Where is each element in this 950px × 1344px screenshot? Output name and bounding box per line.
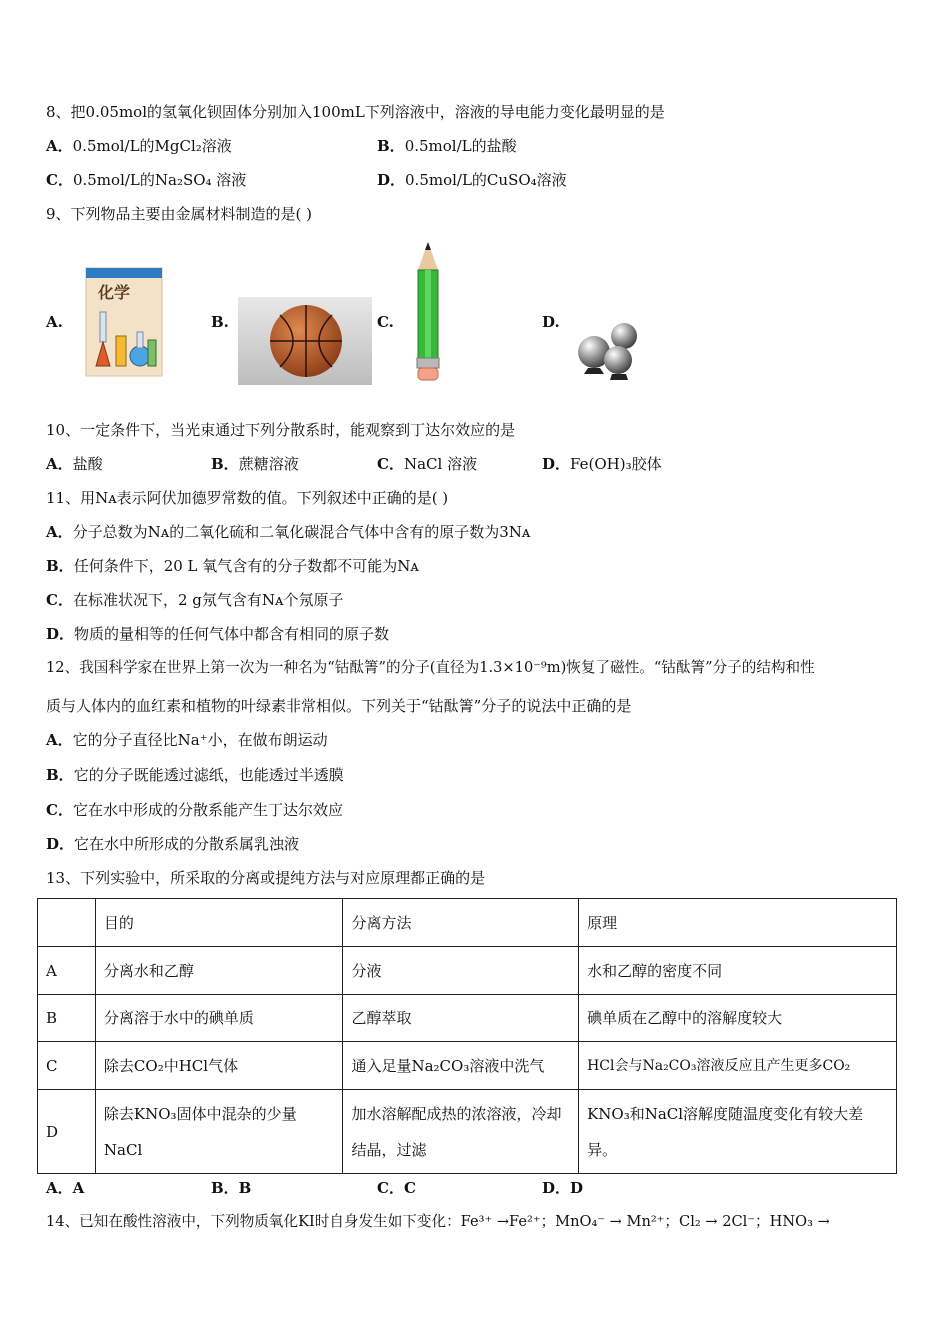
table-cell: 分液 [343,947,579,995]
q12-option-d: D．它在水中所形成的分散系属乳浊液 [46,835,300,853]
q13-option-d: D．D [542,1179,584,1197]
q13-option-b: B．B [211,1179,252,1197]
q11-option-a: A．分子总数为Nᴀ的二氧化硫和二氧化碳混合气体中含有的原子数为3Nᴀ [46,523,531,541]
table-row [38,947,897,995]
q14-stem: 14、已知在酸性溶液中，下列物质氧化KI时自身发生如下变化：Fe³⁺ →Fe²⁺；MnO₄⁻ → Mn²⁺；Cl₂ → 2Cl⁻；HNO₃ → [46,1213,830,1230]
q10-option-c: C．NaCl 溶液 [377,455,478,473]
table-cell: 除去CO₂中HCl气体 [95,1042,343,1090]
q12-stem-line1: 12、我国科学家在世界上第一次为一种名为“钴酞箐”的分子(直径为1.3×10⁻⁹m)恢复了磁性。“钴酞箐”分子的结构和性 [46,659,815,676]
q9-label-a: A. [46,313,63,331]
table-cell: 碘单质在乙醇中的溶解度较大 [579,995,897,1042]
q9-stem: 9、下列物品主要由金属材料制造的是( ) [46,205,313,223]
table-header-cell [38,899,96,947]
table-header-cell: 原理 [579,899,897,947]
table-cell: 水和乙醇的密度不同 [579,947,897,995]
q11-option-b: B．任何条件下，20 L 氧气含有的分子数都不可能为Nᴀ [46,557,419,575]
q13-stem: 13、下列实验中，所采取的分离或提纯方法与对应原理都正确的是 [46,869,486,887]
basketball-image [238,297,372,385]
table-cell: 乙醇萃取 [343,995,579,1042]
q9-label-b: B. [211,313,229,331]
q10-option-d: D．Fe(OH)₃胶体 [542,455,662,473]
q10-option-a: A．盐酸 [46,455,103,473]
q8-option-b: B．0.5mol/L的盐酸 [377,137,517,155]
q9-label-d: D. [542,313,560,331]
table-cell: 分离水和乙醇 [95,947,343,995]
table-row [38,1042,897,1090]
q8-option-a: A．0.5mol/L的MgCl₂溶液 [46,137,232,155]
table-header-row [38,899,897,947]
table-header-cell: 目的 [95,899,343,947]
table-cell: 分离溶于水中的碘单质 [95,995,343,1042]
q8-option-d: D．0.5mol/L的CuSO₄溶液 [377,171,567,189]
book-title: 化学 [98,283,131,302]
q13-option-a: A．A [46,1179,85,1197]
table-cell: 加水溶解配成热的浓溶液，冷却结晶，过滤 [343,1090,579,1174]
table-cell: 通入足量Na₂CO₃溶液中洗气 [343,1042,579,1090]
table-cell: 除去KNO₃固体中混杂的少量NaCl [95,1090,343,1174]
table-cell: B [38,995,96,1042]
table-row [38,995,897,1042]
table-cell: A [38,947,96,995]
q12-option-c: C．它在水中形成的分散系能产生丁达尔效应 [46,801,343,819]
table-cell: KNO₃和NaCl溶解度随温度变化有较大差异。 [579,1090,897,1174]
q13-option-c: C．C [377,1179,416,1197]
chemistry-book-image [80,266,166,378]
q9-label-c: C. [377,313,394,331]
q12-option-a: A．它的分子直径比Na⁺小，在做布朗运动 [46,731,328,749]
table-row [38,1090,897,1174]
q10-stem: 10、一定条件下，当光束通过下列分散系时，能观察到丁达尔效应的是 [46,421,516,439]
q11-option-c: C．在标准状况下，2 g氖气含有Nᴀ个氖原子 [46,591,344,609]
table-header-cell: 分离方法 [343,899,579,947]
q11-option-d: D．物质的量相等的任何气体中都含有相同的原子数 [46,625,390,643]
q11-stem: 11、用Nᴀ表示阿伏加德罗常数的值。下列叙述中正确的是( ) [46,489,449,507]
q12-option-b: B．它的分子既能透过滤纸，也能透过半透膜 [46,766,344,784]
q8-option-c: C．0.5mol/L的Na₂SO₄ 溶液 [46,171,247,189]
q12-stem-line2: 质与人体内的血红素和植物的叶绿素非常相似。下列关于“钴酞箐”分子的说法中正确的是 [46,697,632,715]
pencil-image [408,240,448,382]
table-cell: C [38,1042,96,1090]
q13-table [37,898,897,1174]
q10-option-b: B．蔗糖溶液 [211,455,299,473]
table-cell: HCl会与Na₂CO₃溶液反应且产生更多CO₂ [579,1042,897,1090]
table-cell: D [38,1090,96,1174]
steel-balls-image [574,318,642,386]
q8-stem: 8、把0.05mol的氢氧化钡固体分别加入100mL下列溶液中，溶液的导电能力变化最明显的是 [46,103,665,121]
